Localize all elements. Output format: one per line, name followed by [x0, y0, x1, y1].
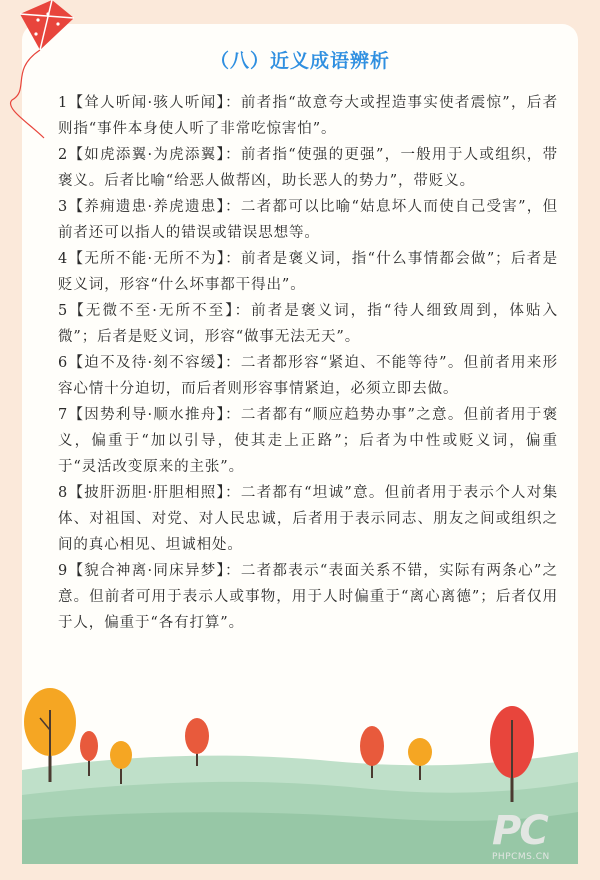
idiom-list	[58, 90, 558, 636]
idiom-entry-2: 2【如虎添翼·为虎添翼】：前者指“使强的更强”，一般用于人或组织，带褒义。后者比喻“给恶人做帮凶，助长恶人的势力”，带贬义。	[58, 147, 558, 189]
watermark-logo	[492, 810, 582, 862]
idiom-entry-9: 9【貌合神离·同床异梦】：二者都表示“表面关系不错，实际有两条心”之意。但前者可用于表示人或事物，用于人时偏重于“离心离德”；后者仅用于人，偏重于“各有打算”。	[58, 563, 558, 631]
idiom-entry-1: 1【耸人听闻·骇人听闻】：前者指“故意夸大或捏造事实使者震惊”，后者则指“事件本身使人听了非常吃惊害怕”。	[58, 95, 558, 137]
section-title: （八）近义成语辨析	[209, 50, 390, 72]
watermark-url: PHPCMS.CN	[492, 852, 550, 862]
watermark-logo-text: PC	[492, 808, 547, 854]
idiom-entry-5: 5【无微不至·无所不至】：前者是褒义词，指“待人细致周到，体贴入微”；后者是贬义词，形容“做事无法无天”。	[58, 303, 558, 345]
idiom-entry-6: 6【迫不及待·刻不容缓】：二者都形容“紧迫、不能等待”。但前者用来形容心情十分迫切，而后者则形容事情紧迫，必须立即去做。	[58, 355, 558, 397]
idiom-entry-3: 3【养痈遗患·养虎遗患】：二者都可以比喻“姑息坏人而使自己受害”，但前者还可以指人的错误或错误思想等。	[58, 199, 558, 241]
idiom-entry-8: 8【披肝沥胆·肝胆相照】：二者都有“坦诚”意。但前者用于表示个人对集体、对祖国、对党、对人民忠诚，后者用于表示同志、朋友之间或组织之间的真心相见、坦诚相处。	[58, 485, 558, 553]
idiom-entry-4: 4【无所不能·无所不为】：前者是褒义词，指“什么事情都会做”；后者是贬义词，形容“什么坏事都干得出”。	[58, 251, 558, 293]
idiom-entry-7: 7【因势利导·顺水推舟】：二者都有“顺应趋势办事”之意。但前者用于褒义，偏重于“加以引导，使其走上正路”；后者为中性或贬义词，偏重于“灵活改变原来的主张”。	[58, 407, 558, 475]
